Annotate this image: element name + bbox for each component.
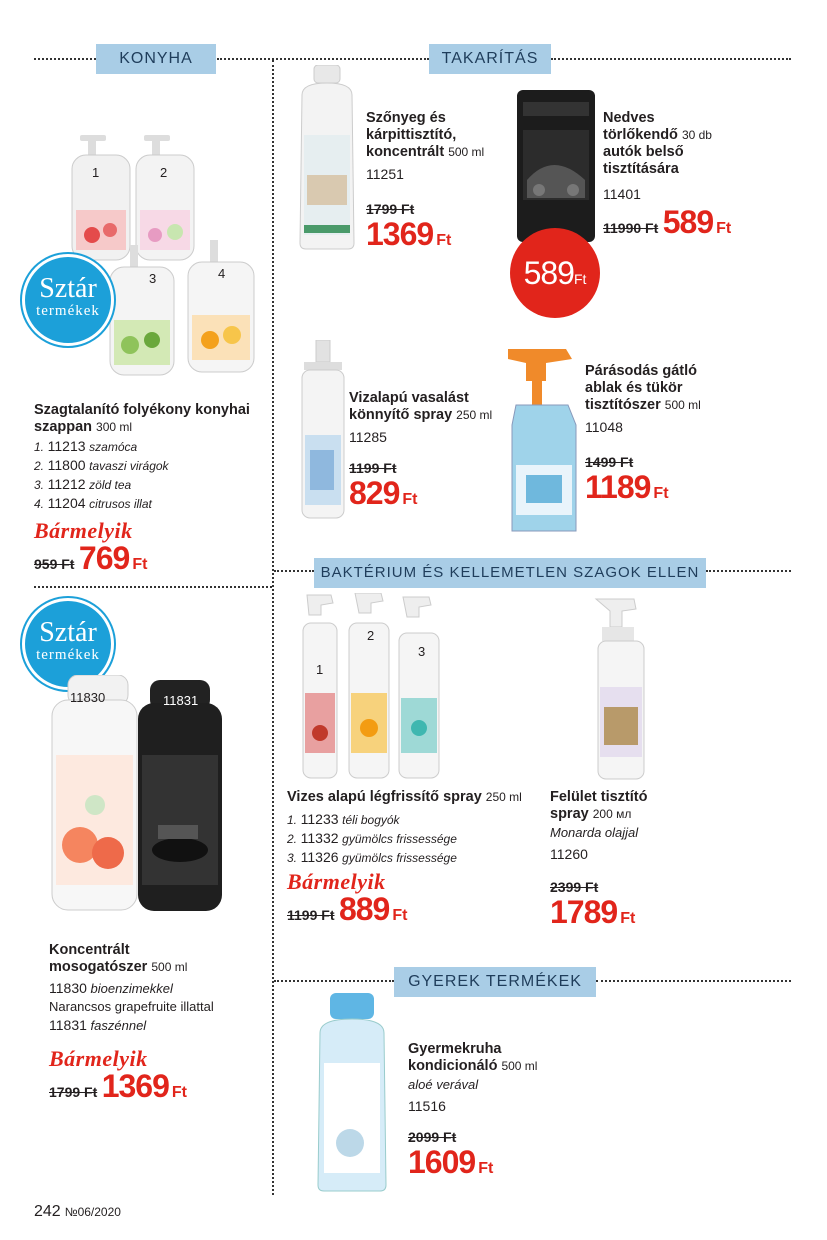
list-item: 1. 11213 szamóca: [34, 438, 138, 454]
dish-soap-bottles-image: [50, 675, 225, 915]
surface-desc: Monarda olajjal: [550, 825, 639, 840]
glass-new-price: 1189 Ft: [585, 469, 669, 505]
dish-desc-1b: Narancsos grapefruite illattal: [49, 999, 214, 1014]
soap-title: [34, 402, 272, 436]
kids-code: 11516: [408, 1098, 446, 1114]
wipes-circle-currency: Ft: [573, 271, 587, 287]
wipes-title: [603, 110, 783, 178]
wipes-old-price: 11990 Ft: [603, 220, 659, 236]
glass-size: 500 ml: [664, 398, 701, 412]
soap-title-text: Szagtalanító folyékony konyhai szappan: [34, 402, 250, 435]
dish-desc-1: bioenzimekkel: [90, 981, 173, 996]
wipes-title-line4: tisztítására: [603, 161, 679, 177]
soap-bottles-image: [70, 135, 270, 385]
iron-code: 11285: [349, 429, 387, 445]
iron-spray-image: [296, 340, 351, 520]
fresh-old-price: 1199 Ft: [287, 907, 335, 923]
wipes-package-image: [513, 90, 598, 245]
fresh-variant-list: [287, 810, 457, 867]
fresh-number-2: 2: [367, 628, 375, 643]
carpet-old-price: 1799 Ft: [366, 201, 415, 217]
soap-number-2: 2: [160, 165, 168, 180]
dish-new-price: 1369 Ft: [101, 1068, 187, 1104]
divider-top-mid: [217, 58, 429, 60]
divider-bakterium-left: [274, 570, 314, 572]
surface-new-price: 1789 Ft: [550, 894, 636, 930]
divider-top-left: [34, 58, 96, 60]
badge-line2: termékek: [36, 647, 100, 663]
list-item: 2. 11332 gyümölcs frissessége: [287, 830, 457, 846]
dish-title-line1: Koncentrált: [49, 942, 130, 958]
surface-title-line1: Felület tisztító: [550, 789, 648, 805]
divider-left-middle: [34, 586, 272, 588]
kids-desc: aloé verával: [408, 1077, 479, 1092]
fresh-new-price: 889 Ft: [338, 891, 408, 927]
soap-variant-list: [34, 437, 169, 513]
wipes-price-circle: [510, 228, 600, 318]
section-takaritas: TAKARÍTÁS: [429, 44, 551, 74]
dish-code-2: 11831: [49, 1017, 87, 1033]
page-number: 242: [34, 1203, 61, 1220]
badge-line1: Sztár: [39, 273, 97, 304]
issue-number: №06/2020: [64, 1205, 121, 1219]
glass-title-line3: tisztítószer: [585, 397, 661, 413]
fresh-number-3: 3: [418, 644, 426, 659]
iron-title-line2: könnyítő spray: [349, 407, 453, 423]
kids-size: 500 ml: [501, 1059, 538, 1073]
glass-title: [585, 363, 785, 414]
divider-top-right: [551, 58, 791, 60]
carpet-code: 11251: [366, 166, 404, 182]
star-product-badge-1: [22, 254, 114, 346]
dish-old-price: 1799 Ft: [49, 1084, 98, 1100]
section-konyha: KONYHA: [96, 44, 216, 74]
dish-details: [49, 979, 214, 1035]
kids-old-price: 2099 Ft: [408, 1129, 457, 1145]
carpet-title-line2: kárpittisztító,: [366, 127, 457, 143]
divider-vertical: [272, 60, 274, 1195]
wipes-price: [603, 204, 731, 241]
iron-size: 250 ml: [456, 408, 493, 422]
carpet-title-line3: koncentrált: [366, 144, 445, 160]
kids-new-price: 1609 Ft: [408, 1144, 494, 1180]
dish-size: 500 ml: [151, 960, 188, 974]
soap-new-price: 769 Ft: [78, 540, 148, 576]
kids-title-line2: kondicionáló: [408, 1058, 498, 1074]
soap-number-4: 4: [218, 266, 226, 281]
fresh-title: [287, 789, 547, 806]
wipes-code: 11401: [603, 186, 641, 202]
carpet-cleaner-image: [292, 65, 362, 250]
fresh-price: [287, 891, 407, 928]
divider-bakterium-right: [706, 570, 791, 572]
page-footer: [34, 1203, 121, 1221]
iron-title: [349, 390, 529, 424]
carpet-title-line1: Szőnyeg és: [366, 110, 446, 126]
carpet-new-price: 1369 Ft: [366, 216, 452, 252]
soap-old-price: 959 Ft: [34, 556, 75, 572]
dish-title: [49, 942, 269, 976]
list-item: 4. 11204 citrusos illat: [34, 495, 152, 511]
list-item: 3. 11212 zöld tea: [34, 476, 132, 492]
dish-price: [49, 1068, 187, 1105]
air-freshener-bottles-image: [295, 593, 445, 783]
list-item: 2. 11800 tavaszi virágok: [34, 457, 169, 473]
wipes-title-line3: autók belső: [603, 144, 684, 160]
wipes-title-line2: törlőkendő: [603, 127, 678, 143]
dish-title-line2: mosogatószer: [49, 959, 148, 975]
glass-code: 11048: [585, 419, 623, 435]
kids-conditioner-image: [310, 993, 395, 1193]
surface-title: [550, 789, 750, 823]
surface-old-price: 2399 Ft: [550, 879, 599, 895]
fresh-size: 250 ml: [485, 790, 522, 804]
kids-title: [408, 1041, 608, 1075]
section-bakterium: BAKTÉRIUM ÉS KELLEMETLEN SZAGOK ELLEN: [314, 558, 706, 588]
badge-line1: Sztár: [39, 617, 97, 648]
carpet-title: [366, 110, 506, 161]
glass-title-line2: ablak és tükör: [585, 380, 683, 396]
kids-title-line1: Gyermekruha: [408, 1041, 502, 1057]
badge-line2: termékek: [36, 303, 100, 319]
dish-desc-2: faszénnel: [90, 1018, 147, 1033]
wipes-size: 30 db: [681, 128, 712, 142]
dish-any-label: Bármelyik: [49, 1046, 148, 1071]
carpet-size: 500 ml: [448, 145, 485, 159]
soap-price: [34, 540, 147, 577]
surface-title-line2: spray: [550, 806, 589, 822]
divider-gyerek-left: [274, 980, 394, 982]
glass-cleaner-image: [506, 345, 586, 535]
wipes-circle-price: 589: [523, 255, 574, 291]
fresh-title-text: Vizes alapú légfrissítő spray: [287, 789, 482, 805]
surface-code: 11260: [550, 846, 588, 862]
surface-cleaner-image: [588, 597, 658, 782]
glass-title-line1: Párásodás gátló: [585, 363, 698, 379]
iron-title-line1: Vizalapú vasalást: [349, 390, 469, 406]
divider-gyerek-right: [596, 980, 791, 982]
glass-old-price: 1499 Ft: [585, 454, 634, 470]
wipes-title-line1: Nedves: [603, 110, 655, 126]
soap-any-label: Bármelyik: [34, 518, 133, 543]
fresh-any-label: Bármelyik: [287, 869, 386, 894]
dish-bottle-label-1: 11830: [70, 690, 106, 705]
dish-bottle-label-2: 11831: [163, 693, 199, 708]
iron-old-price: 1199 Ft: [349, 460, 397, 476]
surface-size: 200 мл: [592, 807, 632, 821]
section-gyerek: GYEREK TERMÉKEK: [394, 967, 596, 997]
soap-size: 300 ml: [96, 420, 133, 434]
soap-number-1: 1: [92, 165, 100, 180]
wipes-new-price: 589 Ft: [662, 204, 732, 240]
dish-code-1: 11830: [49, 980, 87, 996]
soap-number-3: 3: [149, 271, 157, 286]
list-item: 3. 11326 gyümölcs frissessége: [287, 849, 457, 865]
fresh-number-1: 1: [316, 662, 324, 677]
iron-new-price: 829 Ft: [349, 475, 418, 511]
list-item: 1. 11233 téli bogyók: [287, 811, 400, 827]
